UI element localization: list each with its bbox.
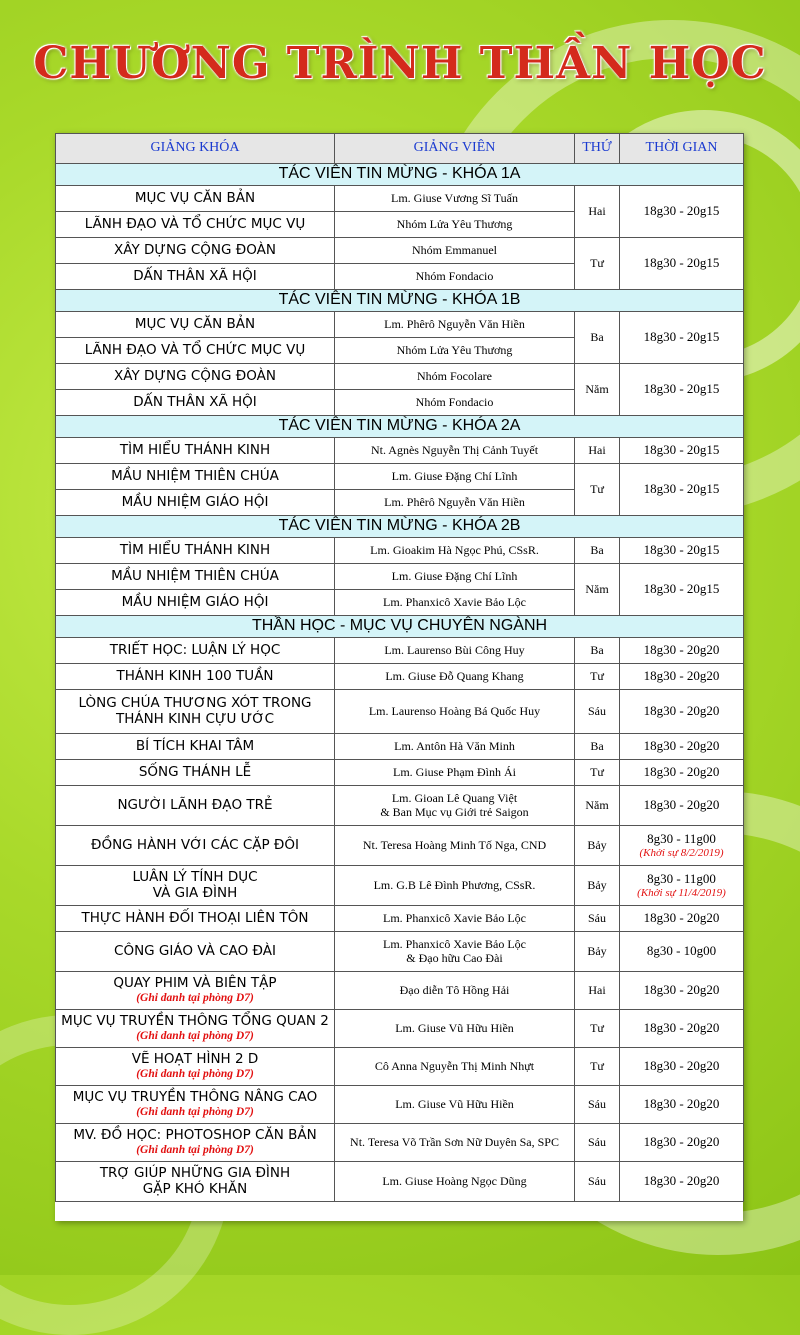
course-name: [56, 1124, 335, 1162]
course-name: XÂY DỰNG CỘNG ĐOÀN: [56, 364, 335, 390]
table-row: [56, 1010, 744, 1048]
teacher-name: Nhóm Emmanuel: [335, 238, 575, 264]
course-line: VẼ HOẠT HÌNH 2 D: [131, 1051, 259, 1068]
table-row: [56, 734, 744, 760]
course-name: [56, 972, 335, 1010]
header-course: GIẢNG KHÓA: [56, 134, 335, 164]
day-cell: Sáu: [575, 1162, 620, 1202]
start-note: (Khởi sự 11/4/2019): [637, 886, 726, 899]
course-name: TÌM HIỂU THÁNH KINH: [56, 438, 335, 464]
teacher-name: Lm. Giuse Hoàng Ngọc Dũng: [335, 1162, 575, 1202]
table-row: [56, 932, 744, 972]
table-row: [56, 564, 744, 590]
day-cell: Ba: [575, 538, 620, 564]
teacher-name: Nhóm Fondacio: [335, 264, 575, 290]
day-cell: Sáu: [575, 1086, 620, 1124]
teacher-name: Lm. Laurenso Bùi Công Huy: [335, 638, 575, 664]
course-name: MẦU NHIỆM THIÊN CHÚA: [56, 564, 335, 590]
time-value: 8g30 - 11g00: [647, 830, 716, 846]
table-row: [56, 906, 744, 932]
teacher-name: Lm. Phanxicô Xavie Bảo Lộc: [335, 906, 575, 932]
day-cell: Bảy: [575, 826, 620, 866]
schedule-sheet: [55, 133, 743, 1221]
time-cell: 18g30 - 20g15: [620, 238, 744, 290]
time-cell: 18g30 - 20g15: [620, 438, 744, 464]
day-cell: Tư: [575, 1048, 620, 1086]
time-cell: 18g30 - 20g20: [620, 690, 744, 734]
course-name: [56, 1010, 335, 1048]
day-cell: Sáu: [575, 1124, 620, 1162]
time-cell: 18g30 - 20g15: [620, 538, 744, 564]
course-name: [56, 1162, 335, 1202]
registration-note: (Ghi danh tại phòng D7): [136, 991, 254, 1004]
teacher-name: Nhóm Focolare: [335, 364, 575, 390]
section-heading: TÁC VIÊN TIN MỪNG - KHÓA 2B: [56, 516, 744, 538]
day-cell: Năm: [575, 364, 620, 416]
table-header-row: [56, 134, 744, 164]
course-name: DẤN THÂN XÃ HỘI: [56, 390, 335, 416]
course-line: LUÂN LÝ TÍNH DỤC: [132, 868, 258, 885]
course-line: QUAY PHIM VÀ BIÊN TẬP: [113, 975, 277, 992]
registration-note: (Ghi danh tại phòng D7): [136, 1143, 254, 1156]
table-row: [56, 538, 744, 564]
teacher-name: Lm. Giuse Đỗ Quang Khang: [335, 664, 575, 690]
time-cell: 18g30 - 20g20: [620, 1048, 744, 1086]
course-name: MẦU NHIỆM GIÁO HỘI: [56, 490, 335, 516]
teacher-name: Lm. Laurenso Hoàng Bá Quốc Huy: [335, 690, 575, 734]
teacher-name: [335, 786, 575, 826]
teacher-name: Lm. Giuse Vũ Hữu Hiền: [335, 1086, 575, 1124]
course-line: MỤC VỤ TRUYỀN THÔNG NÂNG CAO: [72, 1089, 318, 1106]
teacher-name: Nt. Teresa Võ Trần Sơn Nữ Duyên Sa, SPC: [335, 1124, 575, 1162]
day-cell: Hai: [575, 438, 620, 464]
teacher-name: Đạo diễn Tô Hồng Hải: [335, 972, 575, 1010]
course-name: [56, 1086, 335, 1124]
teacher-name: Lm. Giuse Vương Sĩ Tuấn: [335, 186, 575, 212]
teacher-line: Lm. Phanxicô Xavie Bảo Lộc: [383, 936, 526, 951]
day-cell: Ba: [575, 312, 620, 364]
course-name: BÍ TÍCH KHAI TÂM: [56, 734, 335, 760]
course-name: MẦU NHIỆM THIÊN CHÚA: [56, 464, 335, 490]
table-row: [56, 866, 744, 906]
registration-note: (Ghi danh tại phòng D7): [136, 1029, 254, 1042]
course-name: THỰC HÀNH ĐỐI THOẠI LIÊN TÔN: [56, 906, 335, 932]
course-name: CÔNG GIÁO VÀ CAO ĐÀI: [56, 932, 335, 972]
table-row: [56, 1124, 744, 1162]
course-line: MV. ĐỒ HỌC: PHOTOSHOP CĂN BẢN: [73, 1127, 317, 1144]
header-day: THỨ: [575, 134, 620, 164]
time-cell: 18g30 - 20g20: [620, 760, 744, 786]
teacher-name: Cô Anna Nguyễn Thị Minh Nhựt: [335, 1048, 575, 1086]
day-cell: Tư: [575, 1010, 620, 1048]
header-teacher: GIẢNG VIÊN: [335, 134, 575, 164]
time-cell: 18g30 - 20g20: [620, 972, 744, 1010]
teacher-line: & Đạo hữu Cao Đài: [406, 950, 503, 965]
course-line: GẶP KHÓ KHĂN: [142, 1180, 248, 1197]
teacher-name: Lm. Phêrô Nguyễn Văn Hiền: [335, 312, 575, 338]
table-row: [56, 972, 744, 1010]
course-name: LÃNH ĐẠO VÀ TỔ CHỨC MỤC VỤ: [56, 212, 335, 238]
course-name: LÃNH ĐẠO VÀ TỔ CHỨC MỤC VỤ: [56, 338, 335, 364]
teacher-name: Nhóm Fondacio: [335, 390, 575, 416]
course-name: [56, 1048, 335, 1086]
course-name: THÁNH KINH 100 TUẦN: [56, 664, 335, 690]
day-cell: Sáu: [575, 906, 620, 932]
day-cell: Bảy: [575, 866, 620, 906]
time-cell: 18g30 - 20g20: [620, 1010, 744, 1048]
time-value: 8g30 - 11g00: [647, 870, 716, 886]
teacher-name: Lm. Phêrô Nguyễn Văn Hiền: [335, 490, 575, 516]
day-cell: Tư: [575, 238, 620, 290]
teacher-name: Nt. Teresa Hoàng Minh Tố Nga, CND: [335, 826, 575, 866]
table-row: [56, 664, 744, 690]
time-cell: 18g30 - 20g20: [620, 1086, 744, 1124]
time-cell: 18g30 - 20g20: [620, 638, 744, 664]
course-name: MẦU NHIỆM GIÁO HỘI: [56, 590, 335, 616]
time-cell: 18g30 - 20g15: [620, 186, 744, 238]
day-cell: Ba: [575, 638, 620, 664]
table-row: [56, 186, 744, 212]
course-line: MỤC VỤ TRUYỀN THÔNG TỔNG QUAN 2: [61, 1013, 329, 1030]
day-cell: Hai: [575, 186, 620, 238]
time-cell: 18g30 - 20g20: [620, 906, 744, 932]
table-row: [56, 760, 744, 786]
course-name: [56, 866, 335, 906]
teacher-name: Lm. Giuse Đặng Chí Lĩnh: [335, 464, 575, 490]
course-line: VÀ GIA ĐÌNH: [152, 884, 238, 901]
section-heading: TÁC VIÊN TIN MỪNG - KHÓA 2A: [56, 416, 744, 438]
teacher-name: Lm. Antôn Hà Văn Minh: [335, 734, 575, 760]
section-heading: TÁC VIÊN TIN MỪNG - KHÓA 1A: [56, 164, 744, 186]
teacher-name: Nhóm Lửa Yêu Thương: [335, 338, 575, 364]
schedule-table: [55, 133, 744, 1202]
day-cell: Năm: [575, 786, 620, 826]
day-cell: Hai: [575, 972, 620, 1010]
time-cell: 8g30 - 10g00: [620, 932, 744, 972]
header-time: THỜI GIAN: [620, 134, 744, 164]
time-cell: 18g30 - 20g15: [620, 464, 744, 516]
course-line: LÒNG CHÚA THƯƠNG XÓT TRONG: [78, 694, 312, 711]
day-cell: Tư: [575, 664, 620, 690]
table-row: [56, 1086, 744, 1124]
course-name: MỤC VỤ CĂN BẢN: [56, 312, 335, 338]
day-cell: Sáu: [575, 690, 620, 734]
table-row: [56, 312, 744, 338]
teacher-name: Nhóm Lửa Yêu Thương: [335, 212, 575, 238]
table-row: [56, 438, 744, 464]
table-row: [56, 1162, 744, 1202]
course-name: TRIẾT HỌC: LUẬN LÝ HỌC: [56, 638, 335, 664]
table-row: [56, 364, 744, 390]
teacher-name: Lm. Phanxicô Xavie Bảo Lộc: [335, 590, 575, 616]
table-row: [56, 786, 744, 826]
section-heading: TÁC VIÊN TIN MỪNG - KHÓA 1B: [56, 290, 744, 312]
day-cell: Năm: [575, 564, 620, 616]
day-cell: Bảy: [575, 932, 620, 972]
course-name: MỤC VỤ CĂN BẢN: [56, 186, 335, 212]
table-row: [56, 1048, 744, 1086]
course-name: ĐỒNG HÀNH VỚI CÁC CẶP ĐÔI: [56, 826, 335, 866]
day-cell: Ba: [575, 734, 620, 760]
time-cell: 18g30 - 20g20: [620, 1162, 744, 1202]
time-cell: [620, 866, 744, 906]
page-title: CHƯƠNG TRÌNH THẦN HỌC: [33, 38, 767, 89]
registration-note: (Ghi danh tại phòng D7): [136, 1067, 254, 1080]
table-row: [56, 826, 744, 866]
time-cell: 18g30 - 20g20: [620, 664, 744, 690]
teacher-line: & Ban Mục vụ Giới trẻ Saigon: [380, 804, 529, 819]
teacher-name: Lm. Giuse Đặng Chí Lĩnh: [335, 564, 575, 590]
course-line: TRỢ GIÚP NHỮNG GIA ĐÌNH: [99, 1164, 291, 1181]
table-row: [56, 638, 744, 664]
time-cell: [620, 826, 744, 866]
table-row: [56, 238, 744, 264]
teacher-name: [335, 932, 575, 972]
time-cell: 18g30 - 20g20: [620, 786, 744, 826]
start-note: (Khởi sự 8/2/2019): [639, 846, 724, 859]
course-name: SỐNG THÁNH LỄ: [56, 760, 335, 786]
time-cell: 18g30 - 20g15: [620, 312, 744, 364]
day-cell: Tư: [575, 464, 620, 516]
course-name: DẤN THÂN XÃ HỘI: [56, 264, 335, 290]
day-cell: Tư: [575, 760, 620, 786]
section-heading: THẦN HỌC - MỤC VỤ CHUYÊN NGÀNH: [56, 616, 744, 638]
teacher-name: Lm. Giuse Phạm Đình Ái: [335, 760, 575, 786]
teacher-name: Lm. Giuse Vũ Hữu Hiền: [335, 1010, 575, 1048]
time-cell: 18g30 - 20g20: [620, 734, 744, 760]
course-line: THÁNH KINH CỰU ƯỚC: [115, 710, 275, 727]
course-name: TÌM HIỂU THÁNH KINH: [56, 538, 335, 564]
course-name: XÂY DỰNG CỘNG ĐOÀN: [56, 238, 335, 264]
course-name: [56, 690, 335, 734]
registration-note: (Ghi danh tại phòng D7): [136, 1105, 254, 1118]
time-cell: 18g30 - 20g15: [620, 364, 744, 416]
table-row: [56, 690, 744, 734]
teacher-line: Lm. Gioan Lê Quang Việt: [391, 790, 518, 805]
time-cell: 18g30 - 20g20: [620, 1124, 744, 1162]
teacher-name: Nt. Agnès Nguyễn Thị Cảnh Tuyết: [335, 438, 575, 464]
teacher-name: Lm. Gioakim Hà Ngọc Phú, CSsR.: [335, 538, 575, 564]
time-cell: 18g30 - 20g15: [620, 564, 744, 616]
course-name: NGƯỜI LÃNH ĐẠO TRẺ: [56, 786, 335, 826]
table-row: [56, 464, 744, 490]
teacher-name: Lm. G.B Lê Đình Phương, CSsR.: [335, 866, 575, 906]
